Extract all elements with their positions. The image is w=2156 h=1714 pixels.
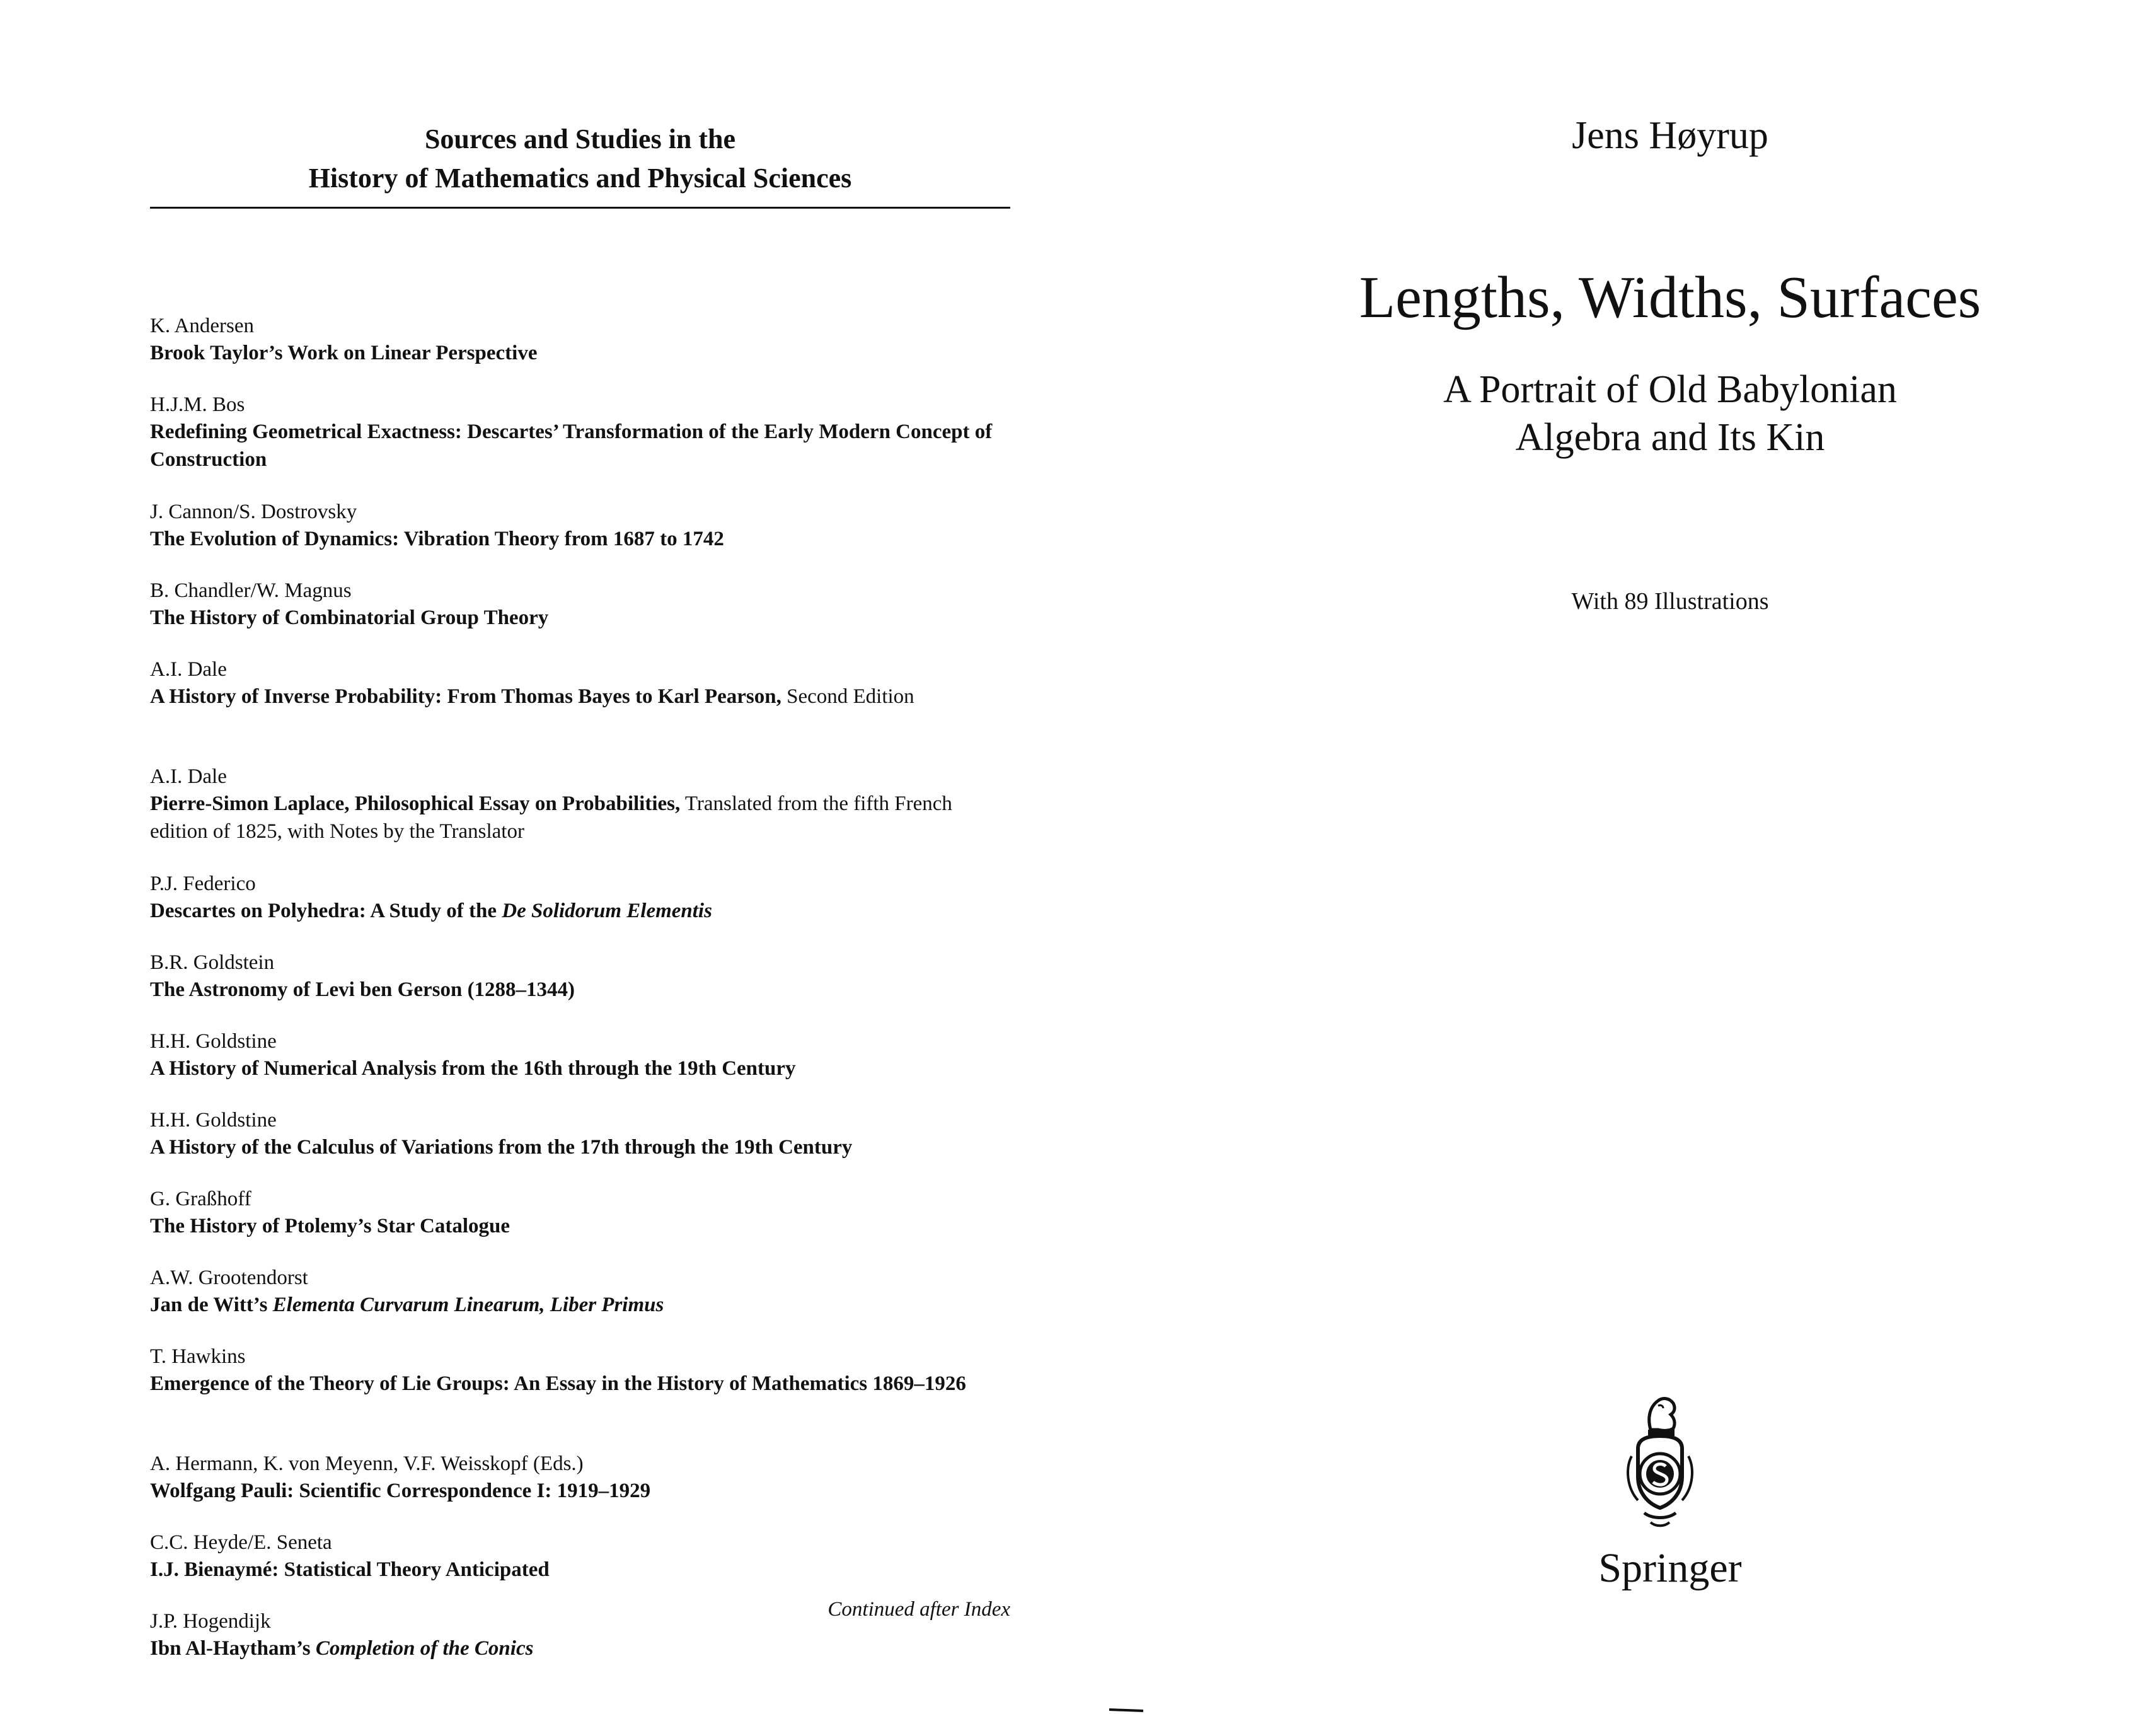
scan-dash-icon xyxy=(1109,1707,1147,1713)
series-item-author: A.I. Dale xyxy=(150,765,227,788)
series-item-title xyxy=(150,790,1010,845)
series-item-author: A.W. Grootendorst xyxy=(150,1266,308,1289)
series-item xyxy=(150,577,1010,632)
series-item-title-text: Jan de Witt’s xyxy=(150,1294,273,1316)
book-subtitle-line2: Algebra and Its Kin xyxy=(1515,416,1825,459)
book-title: Lengths, Widths, Surfaces xyxy=(1359,265,1981,330)
series-item-title xyxy=(150,1635,1010,1662)
series-item-title-text: The Evolution of Dynamics: Vibration Theory from 1687 to 1742 xyxy=(150,528,724,550)
series-item-title xyxy=(150,1556,1010,1584)
series-item-author: C.C. Heyde/E. Seneta xyxy=(150,1531,332,1554)
series-item-title-text: Wolfgang Pauli: Scientific Correspondence I: 1919–1929 xyxy=(150,1479,651,1502)
series-item-author: P.J. Federico xyxy=(150,872,256,895)
series-item-author: A.I. Dale xyxy=(150,658,227,681)
book-subtitle-line1: A Portrait of Old Babylonian xyxy=(1443,368,1897,411)
series-item-author: J.P. Hogendijk xyxy=(150,1610,271,1633)
continued-note: Continued after Index xyxy=(827,1598,1010,1621)
series-item-title-text: Emergence of the Theory of Lie Groups: An Essay in the History of Mathematics 1869–1926 xyxy=(150,1372,966,1395)
series-item xyxy=(150,313,1010,367)
series-item-note: Second Edition xyxy=(781,685,914,708)
series-item-author: G. Graßhoff xyxy=(150,1188,251,1210)
series-item xyxy=(150,1028,1010,1082)
series-item-author: B. Chandler/W. Magnus xyxy=(150,579,352,602)
series-item xyxy=(150,871,1010,925)
series-item-title-text: Ibn Al-Haytham’s xyxy=(150,1637,316,1660)
series-item xyxy=(150,1529,1010,1584)
series-item-author: J. Cannon/S. Dostrovsky xyxy=(150,501,357,523)
series-item xyxy=(150,949,1010,1004)
series-item-title xyxy=(150,1212,1010,1240)
series-item-title-italic: Completion of the Conics xyxy=(315,1637,534,1660)
series-item-title xyxy=(150,1055,1010,1082)
series-item-title-text: Brook Taylor’s Work on Linear Perspective xyxy=(150,342,538,364)
series-item xyxy=(150,499,1010,553)
series-item-title-text: The History of Ptolemy’s Star Catalogue xyxy=(150,1215,510,1237)
series-item-author: H.J.M. Bos xyxy=(150,393,245,416)
book-author: Jens Høyrup xyxy=(1572,114,1768,157)
series-item-title xyxy=(150,1291,1010,1319)
series-title xyxy=(150,120,1010,209)
series-item xyxy=(150,1186,1010,1240)
series-item-title-text: Pierre-Simon Laplace, Philosophical Essay on Probabilities, xyxy=(150,792,681,815)
series-item-title-italic: Elementa Curvarum Linearum, Liber Primus xyxy=(272,1294,664,1316)
series-item-title-text: A History of Numerical Analysis from the 16th through the 19th Century xyxy=(150,1057,796,1080)
series-item-title xyxy=(150,525,1010,553)
series-item-title-text: A History of Inverse Probability: From Thomas Bayes to Karl Pearson, xyxy=(150,685,781,708)
series-item-title-text: Descartes on Polyhedra: A Study of the xyxy=(150,900,502,922)
series-item-author: B.R. Goldstein xyxy=(150,951,275,974)
series-item-title xyxy=(150,1370,1010,1398)
series-item-title xyxy=(150,418,1010,473)
series-title-line1: Sources and Studies in the xyxy=(424,124,736,154)
book-subtitle xyxy=(1279,366,2061,461)
series-item-title xyxy=(150,339,1010,367)
series-item xyxy=(150,1343,1010,1398)
publisher-name: Springer xyxy=(1598,1545,1742,1591)
series-item-title-text: I.J. Bienaymé: Statistical Theory Anticipated xyxy=(150,1558,550,1581)
series-item-title-text: Redefining Geometrical Exactness: Descartes’ Transformation of the Early Modern Concept of Construction xyxy=(150,420,993,471)
series-item-title xyxy=(150,683,1010,710)
series-item-note: Translated from the fifth French edition of 1825, with Notes by the Translator xyxy=(150,792,952,843)
left-page xyxy=(150,120,1010,1660)
series-item-title-text: A History of the Calculus of Variations from the 17th through the 19th Century xyxy=(150,1136,853,1159)
series-item xyxy=(150,1265,1010,1319)
illustrations-note: With 89 Illustrations xyxy=(1571,588,1769,615)
series-item-title xyxy=(150,604,1010,632)
series-item-title xyxy=(150,1133,1010,1161)
series-title-line2: History of Mathematics and Physical Sciences xyxy=(308,163,852,194)
series-item-title-text: The Astronomy of Levi ben Gerson (1288–1344) xyxy=(150,978,575,1001)
series-item xyxy=(150,391,1010,473)
series-item xyxy=(150,656,1010,710)
series-item xyxy=(150,1451,1010,1505)
series-item-title xyxy=(150,897,1010,925)
series-item xyxy=(150,1107,1010,1161)
series-item xyxy=(150,763,1010,845)
series-item-author: H.H. Goldstine xyxy=(150,1109,277,1132)
series-item-title xyxy=(150,976,1010,1004)
series-item-title-italic: De Solidorum Elementis xyxy=(502,900,712,922)
series-item-title xyxy=(150,1477,1010,1505)
springer-knight-logo-icon xyxy=(1613,1393,1707,1538)
series-item-author: T. Hawkins xyxy=(150,1345,246,1368)
series-item-author: A. Hermann, K. von Meyenn, V.F. Weisskopf (Eds.) xyxy=(150,1452,584,1475)
series-item-author: H.H. Goldstine xyxy=(150,1030,277,1053)
series-item-author: K. Andersen xyxy=(150,315,254,337)
series-item-title-text: The History of Combinatorial Group Theory xyxy=(150,606,549,629)
